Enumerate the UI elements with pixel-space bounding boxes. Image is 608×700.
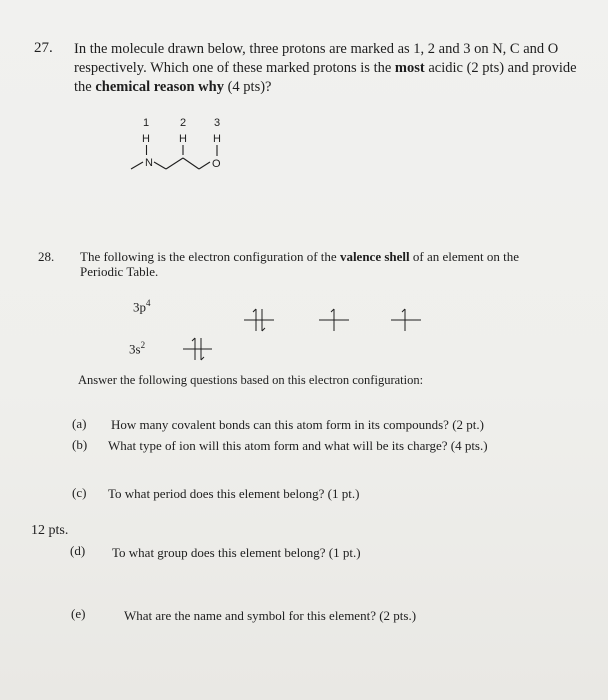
3p-orbital-3-arrow xyxy=(391,309,421,331)
nitrogen-atom: N xyxy=(145,157,153,169)
question-27-line-1: In the molecule drawn below, three protons are marked as 1, 2 and 3 on N, C and O xyxy=(74,41,559,57)
q27-line3-bold: chemical reason why xyxy=(95,79,224,95)
proton-label-1: 1 xyxy=(143,117,150,129)
config-3s-label xyxy=(129,340,145,357)
question-27-number: 27. xyxy=(34,40,53,56)
part-d-text: To what group does this element belong? (1 pt.) xyxy=(112,545,361,560)
proton-label-2: 2 xyxy=(180,117,187,129)
q27-line2-bold: most xyxy=(394,60,425,76)
part-e-label: (e) xyxy=(71,606,86,621)
part-b-text: What type of ion will this atom form and what will be its charge? (4 pts.) xyxy=(108,438,488,453)
question-28-line-2: Periodic Table. xyxy=(80,264,159,279)
question-27-line-2 xyxy=(74,59,577,78)
question-27-line-3 xyxy=(74,78,577,97)
answer-instructions: Answer the following questions based on this electron configuration: xyxy=(78,373,424,387)
q28-line1-post: of an element on the xyxy=(409,249,520,264)
n-c-bond xyxy=(154,162,166,169)
hydrogen-2: H xyxy=(179,133,187,145)
q27-line2-pre: respectively. Which one of these marked protons is the xyxy=(74,60,395,76)
part-c-text: To what period does this element belong? (1 pt.) xyxy=(108,486,360,501)
3p-orbital-2-arrow xyxy=(319,309,349,331)
part-a-text: How many covalent bonds can this atom form in its compounds? (2 pt.) xyxy=(111,417,484,432)
config-3s-superscript: 2 xyxy=(140,340,146,350)
proton-label-3: 3 xyxy=(214,117,221,129)
part-d-label: (d) xyxy=(70,543,86,558)
hydrogen-3: H xyxy=(213,133,221,145)
part-e-text: What are the name and symbol for this element? (2 pts.) xyxy=(124,608,417,623)
question-27-text xyxy=(74,40,577,97)
q28-line1-bold: valence shell xyxy=(339,249,410,264)
part-b-label: (b) xyxy=(72,437,88,452)
config-3p-text: 3p xyxy=(133,299,146,315)
3p-orbital-1-paired-arrows xyxy=(244,309,274,331)
question-28-line-1 xyxy=(80,249,519,264)
c-o-bond xyxy=(199,162,210,169)
c-c-bond-1 xyxy=(166,158,183,169)
q27-line2-post: acidic (2 pts) and provide xyxy=(424,60,577,76)
config-3p-superscript: 4 xyxy=(146,298,151,308)
question-28-text xyxy=(80,249,519,279)
molecule-bonds xyxy=(131,145,217,169)
methyl-n-bond xyxy=(131,162,143,169)
q27-line3-pre: the xyxy=(74,79,96,95)
oxygen-atom: O xyxy=(212,158,221,170)
total-points: 12 pts. xyxy=(31,523,69,538)
q28-line1-pre: The following is the electron configuration of the xyxy=(80,249,340,264)
config-3s-text: 3s xyxy=(129,341,141,357)
c-c-bond-2 xyxy=(183,158,199,169)
question-28-number: 28. xyxy=(38,249,55,264)
config-3p-label xyxy=(133,298,151,315)
q27-line3-post: (4 pts)? xyxy=(223,79,272,95)
part-a-label: (a) xyxy=(72,416,87,431)
3s-orbital-paired-arrows xyxy=(183,338,212,360)
hydrogen-1: H xyxy=(142,133,150,145)
part-c-label: (c) xyxy=(72,485,87,500)
